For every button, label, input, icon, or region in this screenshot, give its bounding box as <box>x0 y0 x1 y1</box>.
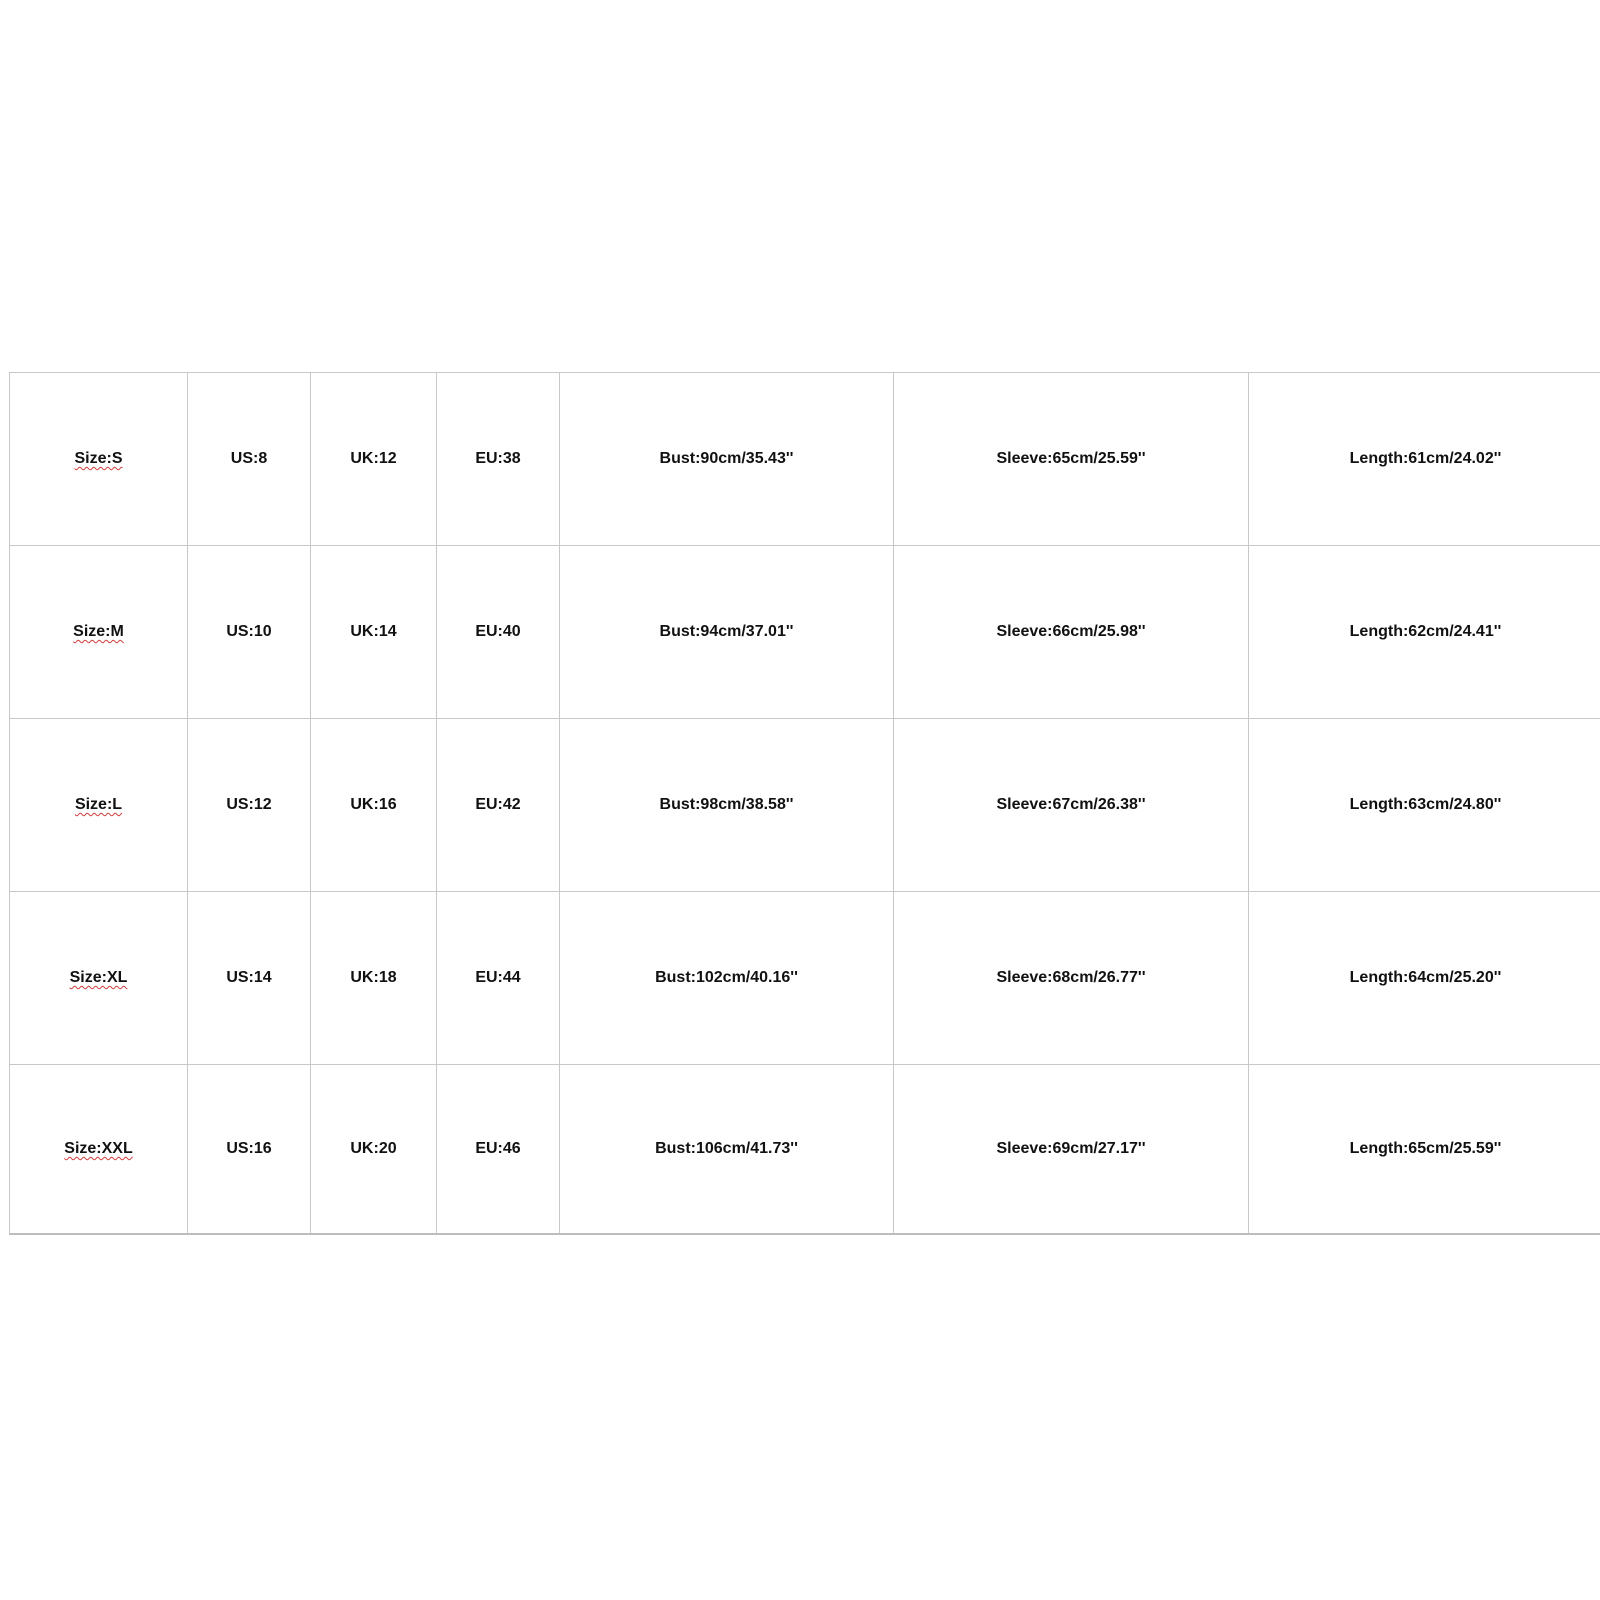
eu-size-cell: EU:46 <box>437 1065 560 1235</box>
size-cell <box>10 892 188 1065</box>
size-cell <box>10 1065 188 1235</box>
size-label: Size:XXL <box>64 1140 133 1157</box>
table-row <box>10 373 1600 546</box>
us-size-cell: US:10 <box>188 546 311 719</box>
length-cell: Length:65cm/25.59'' <box>1249 1065 1600 1235</box>
eu-size-cell: EU:38 <box>437 373 560 546</box>
size-label: Size:XL <box>69 969 128 986</box>
table-row <box>10 892 1600 1065</box>
uk-size-cell: UK:20 <box>311 1065 437 1235</box>
length-cell: Length:64cm/25.20'' <box>1249 892 1600 1065</box>
sleeve-cell: Sleeve:68cm/26.77'' <box>894 892 1249 1065</box>
bust-cell: Bust:106cm/41.73'' <box>560 1065 894 1235</box>
uk-size-cell: UK:12 <box>311 373 437 546</box>
size-label: Size:M <box>73 623 124 640</box>
bust-cell: Bust:90cm/35.43'' <box>560 373 894 546</box>
uk-size-cell: UK:18 <box>311 892 437 1065</box>
eu-size-cell: EU:44 <box>437 892 560 1065</box>
eu-size-cell: EU:42 <box>437 719 560 892</box>
size-cell <box>10 546 188 719</box>
uk-size-cell: UK:16 <box>311 719 437 892</box>
length-cell: Length:61cm/24.02'' <box>1249 373 1600 546</box>
sleeve-cell: Sleeve:69cm/27.17'' <box>894 1065 1249 1235</box>
length-cell: Length:63cm/24.80'' <box>1249 719 1600 892</box>
table-row <box>10 1065 1600 1235</box>
size-cell <box>10 719 188 892</box>
uk-size-cell: UK:14 <box>311 546 437 719</box>
sleeve-cell: Sleeve:66cm/25.98'' <box>894 546 1249 719</box>
size-chart-table <box>9 372 1600 1235</box>
table-row <box>10 719 1600 892</box>
us-size-cell: US:8 <box>188 373 311 546</box>
size-label: Size:S <box>74 450 123 467</box>
us-size-cell: US:12 <box>188 719 311 892</box>
us-size-cell: US:14 <box>188 892 311 1065</box>
eu-size-cell: EU:40 <box>437 546 560 719</box>
bust-cell: Bust:98cm/38.58'' <box>560 719 894 892</box>
sleeve-cell: Sleeve:67cm/26.38'' <box>894 719 1249 892</box>
size-cell <box>10 373 188 546</box>
length-cell: Length:62cm/24.41'' <box>1249 546 1600 719</box>
size-label: Size:L <box>74 796 123 813</box>
sleeve-cell: Sleeve:65cm/25.59'' <box>894 373 1249 546</box>
bust-cell: Bust:102cm/40.16'' <box>560 892 894 1065</box>
bust-cell: Bust:94cm/37.01'' <box>560 546 894 719</box>
us-size-cell: US:16 <box>188 1065 311 1235</box>
table-row <box>10 546 1600 719</box>
